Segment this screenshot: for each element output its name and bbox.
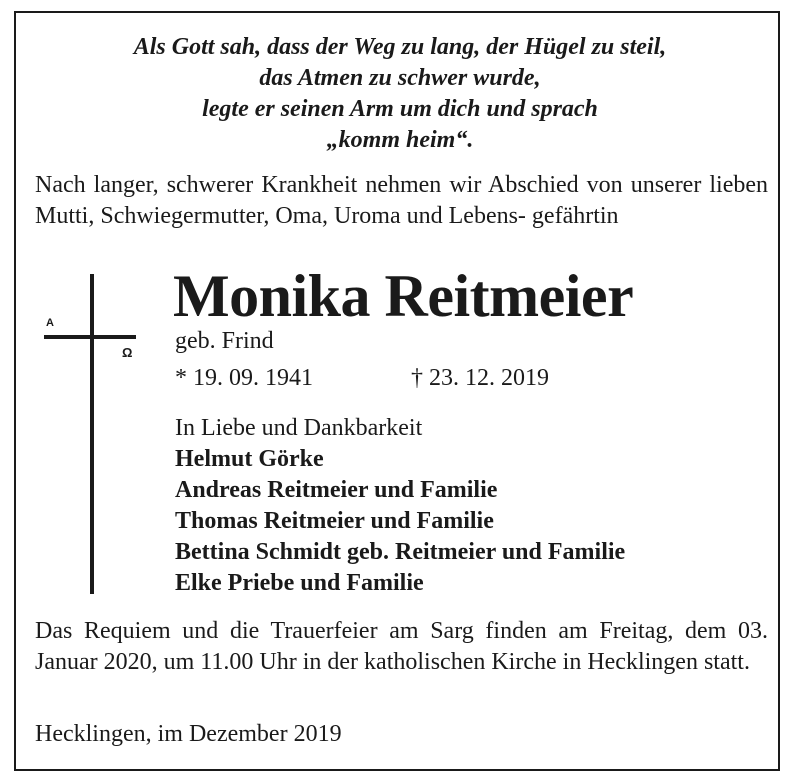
poem-line: Als Gott sah, dass der Weg zu lang, der Hügel zu steil, [133, 34, 667, 60]
mourner-name: Bettina Schmidt geb. Reitmeier und Familie [175, 539, 626, 565]
mourners-list [175, 413, 625, 599]
poem [20, 32, 780, 156]
place-date: Hecklingen, im Dezember 2019 [35, 721, 342, 747]
poem-line: legte er seinen Arm um dich und sprach [202, 96, 598, 122]
mourner-name: Thomas Reitmeier und Familie [175, 508, 494, 534]
alpha-symbol: A [46, 317, 54, 329]
mourner-name: Helmut Görke [175, 446, 324, 472]
poem-line: das Atmen zu schwer wurde, [259, 65, 541, 91]
intro-text: Nach langer, schwerer Krankheit nehmen wir Abschied von unserer lieben Mutti, Schwiegermutter, Oma, Uroma und Lebens- gefährtin [35, 172, 768, 229]
cross-icon [90, 274, 94, 594]
mourner-name: Elke Priebe und Familie [175, 570, 424, 596]
poem-line: „komm heim“. [326, 127, 474, 153]
service-info: Das Requiem und die Trauerfeier am Sarg finden am Freitag, dem 03. Januar 2020, um 11.00 Uhr in der katholischen Kirche in Hecklingen statt. [35, 618, 768, 675]
maiden-name: geb. Frind [175, 328, 274, 354]
deceased-name: Monika Reitmeier [173, 263, 634, 329]
birth-date: * 19. 09. 1941 [175, 365, 313, 391]
death-date: † 23. 12. 2019 [411, 365, 549, 391]
cross-bar [44, 335, 136, 339]
omega-symbol: Ω [122, 345, 133, 360]
mourner-name: Andreas Reitmeier und Familie [175, 477, 498, 503]
mourners-intro: In Liebe und Dankbarkeit [175, 415, 423, 441]
